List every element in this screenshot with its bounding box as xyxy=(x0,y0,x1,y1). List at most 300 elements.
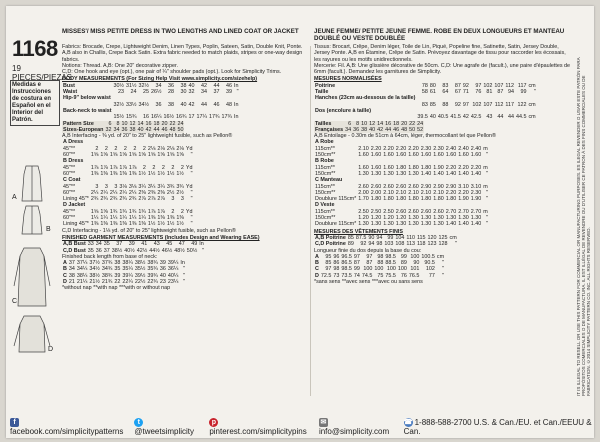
table-cell: Doublure 115cm* xyxy=(315,196,357,203)
table-cell: 40 xyxy=(137,126,144,133)
table-cell: 37 xyxy=(116,241,123,248)
table-cell: 1⅝ xyxy=(119,152,127,159)
table-cell: 2⅞ xyxy=(147,196,156,203)
table-cell: 45 xyxy=(166,241,173,248)
table-cell: 2.20 xyxy=(370,145,382,152)
table-cell: 2.20 xyxy=(445,164,457,171)
table-cell: 3⅛ xyxy=(128,183,137,190)
table-cell: 100 xyxy=(374,266,384,273)
table-cell: Doublure 115cm* xyxy=(315,221,357,228)
table-cell: 48 xyxy=(226,101,233,108)
table-cell: 39 xyxy=(128,241,135,248)
table-cell: 44 xyxy=(507,114,514,121)
table-cell: 1⅜ xyxy=(138,221,146,228)
table-cell: 98.5 xyxy=(341,266,352,273)
table-cell: 1⅞ xyxy=(90,164,99,171)
table-cell: Tailles xyxy=(315,120,332,127)
table-cell: " xyxy=(442,260,445,267)
table-cell: 90 xyxy=(413,260,420,267)
table-cell: 1⅜ xyxy=(100,170,108,177)
table-cell: cm xyxy=(528,82,536,89)
table-cell: 2.70 xyxy=(470,208,482,215)
mesures-header: MESURES NORMALISÉES xyxy=(314,76,382,83)
table-cell: 2 xyxy=(180,164,184,171)
table-cell: 36 xyxy=(353,126,360,133)
table-cell: 125 xyxy=(438,234,448,241)
table-cell: 1.80 xyxy=(420,164,432,171)
table-cell: " xyxy=(190,215,193,222)
table-cell: 60"** xyxy=(63,170,76,177)
table-cell: 92 xyxy=(360,241,367,248)
table-cell: 73.5 xyxy=(341,272,352,279)
table-cell: 74.5 xyxy=(361,272,373,279)
table-cell: " xyxy=(190,196,193,203)
spanish-notice-box: Medidas e Instrucciones de costura en Español en el Interior del Patrón. xyxy=(10,80,60,126)
table-cell: B xyxy=(63,266,67,273)
table-cell: 2⅜ xyxy=(147,189,156,196)
table-cell: " xyxy=(236,89,239,96)
table-cell: Waist xyxy=(63,89,78,96)
table-cell: A,B Poitrine xyxy=(315,234,346,241)
table-cell: 2.00 xyxy=(370,189,382,196)
table-cell: 120 xyxy=(427,234,437,241)
table-cell: 18 xyxy=(393,120,400,127)
table-row xyxy=(62,266,186,272)
table-cell: 37 xyxy=(68,260,75,267)
finished-length-table xyxy=(62,260,186,285)
table-cell: 1⅝ xyxy=(100,208,108,215)
table-cell: " xyxy=(485,221,488,228)
table-cell: 90.5 xyxy=(424,260,435,267)
table-cell: m xyxy=(483,164,488,171)
table-cell: 2.50 xyxy=(370,208,382,215)
footer-email[interactable]: ✉info@simplicity.com xyxy=(318,419,390,437)
table-cell: 20 xyxy=(401,120,408,127)
table-cell: In xyxy=(234,101,239,108)
table-cell: 1½ xyxy=(138,170,146,177)
table-cell: 3.10 xyxy=(458,183,469,190)
table-cell: 128 xyxy=(438,241,448,248)
table-cell: 100.5 xyxy=(421,253,435,260)
table-cell: 1.80 xyxy=(433,196,444,203)
table-cell: 1½ xyxy=(176,221,184,228)
table-cell: D xyxy=(315,272,319,279)
table-cell: 44 xyxy=(213,82,220,89)
table-cell: 38 xyxy=(180,82,187,89)
table-cell: 97 xyxy=(366,253,373,260)
table-cell: 1⅞ xyxy=(100,164,108,171)
table-cell: 17¾ xyxy=(221,114,233,121)
table-cell: 45"** xyxy=(63,145,76,152)
table-cell: 52 xyxy=(417,126,424,133)
table-cell: 41 xyxy=(141,241,148,248)
table-cell: 34 xyxy=(155,82,162,89)
table-cell: 1⅜ xyxy=(100,221,108,228)
table-cell: 8 xyxy=(356,120,360,127)
table-cell: 1.90 xyxy=(433,164,444,171)
table-cell: 92 xyxy=(462,82,469,89)
finies-header: MESURES DES VÊTEMENTS FINIS xyxy=(314,228,403,235)
table-cell: " xyxy=(442,266,445,273)
table-cell: 1⅝ xyxy=(138,152,146,159)
table-cell: 60"** xyxy=(63,215,76,222)
table-cell: 38¼ xyxy=(76,272,88,279)
table-cell: 112 xyxy=(494,101,504,108)
table-cell: 123 xyxy=(427,241,437,248)
table-cell: 38 xyxy=(68,272,75,279)
table-cell: 2 xyxy=(95,145,99,152)
table-cell: 118 xyxy=(416,241,426,248)
table-cell: 1⅜ xyxy=(128,170,137,177)
table-cell: 87.5 xyxy=(355,234,367,241)
mesures-table xyxy=(314,83,537,121)
table-cell: 37½ xyxy=(89,260,100,267)
table-cell: 2¼ xyxy=(119,189,127,196)
table-cell: 2¼ xyxy=(128,189,137,196)
table-cell: 2.60 xyxy=(408,183,419,190)
table-cell: 16¾ xyxy=(176,114,187,121)
table-cell: 77 xyxy=(428,272,435,279)
table-cell: Hanches (23cm au-dessous de la taille) xyxy=(315,95,416,102)
table-cell: 39 xyxy=(159,260,166,267)
table-cell: 2.20 xyxy=(458,164,469,171)
table-cell: 1⅜ xyxy=(109,170,118,177)
table-cell: 12 xyxy=(369,120,376,127)
table-cell: 94 xyxy=(368,241,375,248)
table-cell: Yd xyxy=(185,183,193,190)
table-cell: 34 xyxy=(201,89,208,96)
table-cell: 3¾ xyxy=(166,183,175,190)
table-cell: 87 xyxy=(353,260,360,267)
table-cell: 1.70 xyxy=(358,196,369,203)
table-cell: 2⅜ xyxy=(157,189,165,196)
table-cell: 115cm** xyxy=(315,208,335,215)
table-cell: Back-neck to waist xyxy=(63,107,112,114)
table-cell: " xyxy=(442,272,445,279)
metrage-table xyxy=(314,139,489,227)
table-cell: 46 xyxy=(161,126,168,133)
table-cell: " xyxy=(201,247,204,254)
table-cell: 1.90 xyxy=(470,196,482,203)
table-cell: 21¾ xyxy=(101,278,113,285)
table-cell: " xyxy=(182,278,185,285)
body-measurements-table xyxy=(62,83,240,121)
table-cell: Yd xyxy=(185,208,193,215)
table-cell: 61 xyxy=(429,89,436,96)
table-cell: 1.60 xyxy=(383,164,394,171)
figure-label-d: D xyxy=(48,346,54,353)
table-cell: 38¼ xyxy=(122,260,133,267)
table-cell: 1.40 xyxy=(433,170,444,177)
finished-length-header: Finished back length from base of neck: xyxy=(62,253,158,260)
table-cell: 100 xyxy=(397,266,407,273)
sketch-a xyxy=(22,166,42,201)
table-cell: 1½ xyxy=(176,170,184,177)
table-cell: 97 xyxy=(353,253,360,260)
table-cell: " xyxy=(190,170,193,177)
table-cell: 50½ xyxy=(186,247,198,254)
table-cell: " xyxy=(533,89,536,96)
table-cell: 94 xyxy=(507,89,514,96)
table-cell: 20 xyxy=(161,120,168,127)
table-cell: 36 xyxy=(95,247,102,254)
table-cell: 104 xyxy=(395,234,405,241)
table-cell: 3 xyxy=(180,196,184,203)
table-cell: 42 xyxy=(145,126,152,133)
table-cell: 107 xyxy=(494,82,504,89)
interfacing-cd: C,D Interfacing - 1⅛ yd. of 20" to 25" lightweight fusible, such as Pellon® xyxy=(62,227,236,234)
table-cell: 150cm** xyxy=(315,215,336,222)
pattern-size-table xyxy=(62,121,184,134)
table-cell: Lining 45"* xyxy=(63,221,89,228)
table-cell: 2.10 xyxy=(433,189,444,196)
table-cell: 76 xyxy=(475,89,482,96)
table-cell: 115cm** xyxy=(315,145,335,152)
table-cell: 2 xyxy=(171,164,175,171)
table-cell: 1.60 xyxy=(383,152,394,159)
table-cell: 3 xyxy=(114,183,118,190)
table-cell: 110 xyxy=(406,234,415,241)
table-cell: 107 xyxy=(483,101,493,108)
table-cell: 2.60 xyxy=(408,208,419,215)
table-cell: Yd xyxy=(185,145,193,152)
table-cell: 3¼ xyxy=(147,183,156,190)
table-cell: 1.30 xyxy=(433,215,444,222)
table-cell: 37¼ xyxy=(76,260,88,267)
table-cell: 14 xyxy=(377,120,384,127)
table-cell: 46 xyxy=(393,126,400,133)
table-cell: 1¾ xyxy=(119,208,127,215)
table-cell: 150cm** xyxy=(315,152,336,159)
table-cell: 1⅜ xyxy=(119,221,127,228)
table-cell: 1⅝ xyxy=(90,152,99,159)
footer-phone: ☎ 1-888-588-2700 U.S. & Can./EU. et Can./EEUU & Can. xyxy=(403,417,592,437)
table-cell: 2 xyxy=(104,145,108,152)
table-cell: 45"** xyxy=(63,208,76,215)
table-cell: 2.30 xyxy=(433,145,444,152)
table-cell: 80 xyxy=(429,82,436,89)
french-column xyxy=(314,44,574,285)
table-cell: 46 xyxy=(213,101,220,108)
table-cell: 50 xyxy=(177,126,184,133)
email-icon: ✉ xyxy=(320,419,327,427)
table-cell: 24 xyxy=(417,120,424,127)
table-cell: D xyxy=(63,278,67,285)
table-cell: " xyxy=(485,170,488,177)
table-cell: 1.30 xyxy=(358,221,369,228)
table-cell: 48½ xyxy=(174,247,185,254)
table-cell: 34¼ xyxy=(76,266,88,273)
table-cell: 108 xyxy=(395,241,405,248)
view-label: B Robe xyxy=(315,158,334,165)
table-cell: Françaises xyxy=(315,126,344,133)
footer-twitter[interactable]: t@tweetsimplicity xyxy=(134,419,195,437)
table-cell: 2 xyxy=(133,145,137,152)
table-cell: " xyxy=(182,272,185,279)
table-cell: 1.40 xyxy=(445,221,457,228)
table-cell: 2.40 xyxy=(445,145,457,152)
table-cell: 2.10 xyxy=(408,189,419,196)
table-cell: 83 xyxy=(442,82,449,89)
footer-pinterest[interactable]: ppinterest.com/simplicitypins xyxy=(209,419,307,437)
table-cell: 42 xyxy=(188,101,195,108)
table-cell: 112 xyxy=(505,82,514,89)
table-cell: 50 xyxy=(409,126,416,133)
english-title: MISSES'/ MISS PETITE DRESS IN TWO LENGTHS AND LINED COAT OR JACKET xyxy=(62,28,299,35)
table-cell: In xyxy=(234,114,239,121)
table-cell: 99 xyxy=(520,89,527,96)
table-cell: 103 xyxy=(384,241,394,248)
table-cell: 1⅞ xyxy=(147,208,156,215)
table-cell: 24 xyxy=(177,120,184,127)
table-cell: 100 xyxy=(386,266,396,273)
table-cell: 99 xyxy=(387,234,394,241)
table-cell: 17¼ xyxy=(196,114,208,121)
table-cell: 1½ xyxy=(157,170,165,177)
table-cell: 2⅛ xyxy=(147,145,156,152)
table-cell: 44 xyxy=(153,126,160,133)
table-cell: Pattern Size xyxy=(63,120,94,127)
table-cell: 1¼ xyxy=(90,215,99,222)
table-cell: 43 xyxy=(153,241,160,248)
table-cell: 1.20 xyxy=(358,215,369,222)
tailles-table xyxy=(314,121,424,134)
table-cell: 2.60 xyxy=(383,183,394,190)
table-cell: 2.30 xyxy=(470,189,482,196)
table-cell: 1⅝ xyxy=(166,152,175,159)
table-cell: 1.60 xyxy=(433,152,444,159)
table-cell: 6 xyxy=(348,120,352,127)
table-cell: 1.30 xyxy=(445,215,457,222)
table-cell: 1.60 xyxy=(408,152,419,159)
table-cell: 1.60 xyxy=(370,164,382,171)
table-cell: 60"** xyxy=(63,189,76,196)
table-cell: 76 xyxy=(400,272,407,279)
table-cell: 1.30 xyxy=(395,221,407,228)
table-cell: 2.60 xyxy=(370,183,382,190)
table-cell: 1.30 xyxy=(395,170,407,177)
table-cell: 102 xyxy=(483,82,493,89)
table-cell: 1.80 xyxy=(370,196,382,203)
table-cell: 1⅞ xyxy=(109,164,118,171)
table-cell: 18 xyxy=(153,120,160,127)
table-cell: 86.5 xyxy=(341,260,352,267)
view-label: D Jacket xyxy=(63,202,86,209)
table-cell: B xyxy=(315,260,319,267)
table-cell: 23 xyxy=(159,278,166,285)
table-cell: 78 xyxy=(421,82,428,89)
table-cell: 2¼ xyxy=(109,189,118,196)
table-cell: 81 xyxy=(486,89,493,96)
table-cell: 24 xyxy=(130,89,137,96)
table-cell: 1.30 xyxy=(370,221,382,228)
table-row xyxy=(62,241,205,247)
table-cell: C xyxy=(63,272,67,279)
table-cell: 36 xyxy=(155,101,162,108)
table-cell: 10 xyxy=(121,120,128,127)
table-cell: 98.5 xyxy=(385,253,396,260)
facebook-icon: f xyxy=(10,418,19,427)
table-cell: 38½ xyxy=(134,260,146,267)
table-cell: 16½ xyxy=(163,114,175,121)
table-cell: 1⅝ xyxy=(109,152,118,159)
table-cell: 2.50 xyxy=(383,208,394,215)
table-cell: 38 xyxy=(361,126,368,133)
table-cell: 34½ xyxy=(138,101,150,108)
table-cell: 99 xyxy=(400,253,407,260)
table-cell: 1.30 xyxy=(358,170,369,177)
table-cell: 34 xyxy=(113,126,120,133)
table-cell: A,B Bust xyxy=(63,241,86,248)
table-cell: 102 xyxy=(425,266,435,273)
french-title: JEUNE FEMME/ PETITE JEUNE FEMME. ROBE EN DEUX LONGUEURS ET MANTEAU DOUBLÉ OU VESTE DOUBLÉE xyxy=(314,28,565,42)
table-cell: 122 xyxy=(517,101,527,108)
table-cell: 1⅜ xyxy=(166,215,175,222)
table-cell: 1⅝ xyxy=(147,152,156,159)
table-cell: 41.5 xyxy=(450,114,461,121)
table-cell: 40¼ xyxy=(167,272,179,279)
table-cell: 2 xyxy=(152,164,156,171)
table-cell: 40 xyxy=(369,126,376,133)
table-cell: 22¾ xyxy=(147,278,158,285)
table-cell: 2.60 xyxy=(433,208,444,215)
table-cell: 2⅞ xyxy=(157,196,165,203)
table-cell: 67 xyxy=(454,89,461,96)
table-cell: 1⅝ xyxy=(157,152,165,159)
table-cell: 1.40 xyxy=(445,170,457,177)
table-cell: 2.90 xyxy=(433,183,444,190)
table-row xyxy=(314,241,458,247)
table-row xyxy=(314,196,489,202)
table-cell: Dos (encolure à taille) xyxy=(315,107,372,114)
table-cell: 21¼ xyxy=(76,278,88,285)
table-cell: 35 xyxy=(103,241,110,248)
table-cell: 1⅞ xyxy=(128,164,137,171)
table-cell: Lining 45"* xyxy=(63,196,89,203)
table-cell: 30½ xyxy=(113,82,125,89)
table-cell: 40½ xyxy=(124,247,135,254)
legal-side-text: IT IS ILLEGAL TO RESELL OR USE THIS PATTERN FOR COMMERCIAL OR MANUFACTURING PURPOSES. ES ILEGAL REVENDER O USAR ESTE PATRÓN PARA PROPÓSITOS COMERCIALES O DE MANUFACTURA. IL EST ILLÉGAL DE REVENDRE OU D'UTILISER CE PATRON À DES FINS COMMERCIALES OU DE FABRICATION. ©2014 SIMPLICITY PATTERN CO. INC. ALL RIGHTS RESERVED. xyxy=(576,57,591,396)
table-cell: 2.20 xyxy=(395,145,407,152)
table-cell: 2.90 xyxy=(445,183,457,190)
table-cell: 1.40 xyxy=(458,221,469,228)
table-cell: 28 xyxy=(168,89,175,96)
finies-table xyxy=(314,235,458,248)
table-cell: 2.60 xyxy=(395,183,407,190)
table-cell: 35¾ xyxy=(147,266,158,273)
table-cell: 44 xyxy=(385,126,392,133)
table-cell: " xyxy=(190,189,193,196)
table-cell: 40 xyxy=(188,82,195,89)
table-cell: 1.20 xyxy=(370,215,382,222)
table-cell: 39.5 xyxy=(417,114,428,121)
table-cell: 40 xyxy=(429,114,436,121)
view-label: C Coat xyxy=(63,177,81,184)
table-cell: A xyxy=(63,260,67,267)
table-cell: 1.30 xyxy=(370,170,382,177)
table-cell: 1⅜ xyxy=(147,215,156,222)
footer-facebook[interactable]: ffacebook.com/simplicitypatterns xyxy=(10,419,124,437)
figure-label-c: C xyxy=(12,298,18,305)
table-cell: 87 xyxy=(497,89,504,96)
table-cell: 45"** xyxy=(63,164,76,171)
table-cell: 100 xyxy=(410,253,420,260)
table-cell: 21½ xyxy=(89,278,100,285)
table-cell: Taille xyxy=(315,89,329,96)
table-cell: 42 xyxy=(377,126,384,133)
table-cell: 35½ xyxy=(134,266,146,273)
table-cell: 1.80 xyxy=(395,164,407,171)
